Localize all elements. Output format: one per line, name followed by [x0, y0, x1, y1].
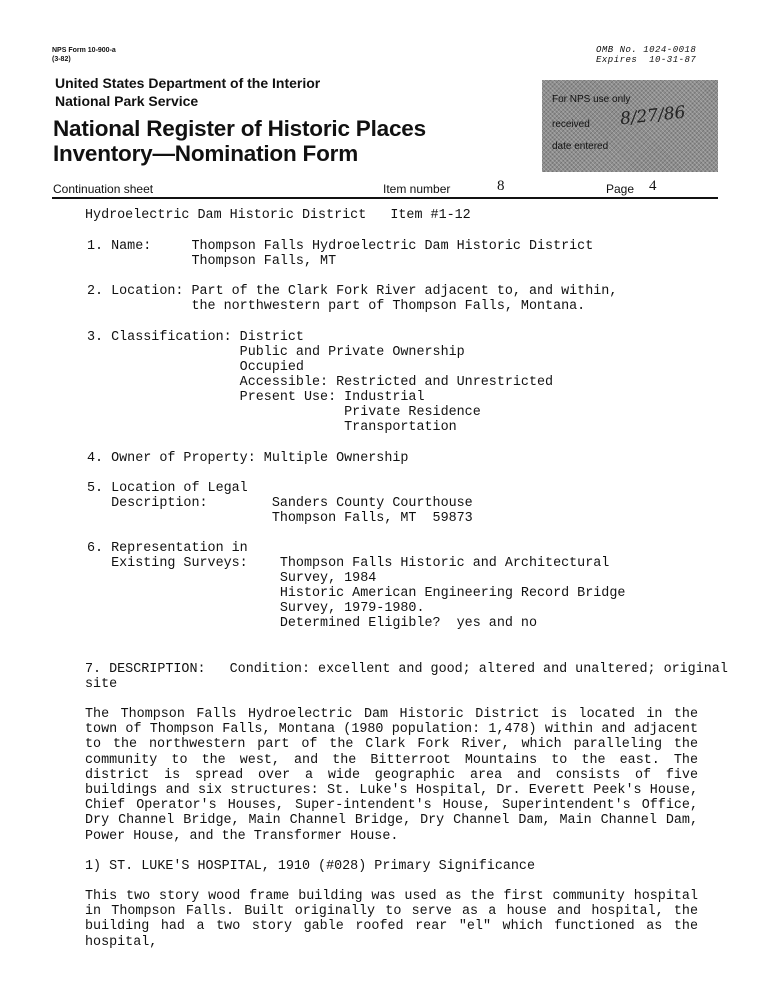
item-4-line-1: 4. Owner of Property: Multiple Ownership [87, 451, 409, 466]
description-heading-continued: site [85, 677, 118, 692]
department-name: United States Department of the Interior [55, 75, 321, 91]
nps-use-only-label: For NPS use only [552, 94, 631, 105]
item-6-line-6: Determined Eligible? yes and no [87, 616, 537, 631]
item-number-value: 8 [497, 178, 505, 194]
nps-use-only-box [542, 80, 718, 172]
item-6-line-5: Survey, 1979-1980. [87, 601, 425, 616]
item-3-line-1: 3. Classification: District [87, 330, 304, 345]
item-6-line-2: Existing Surveys: Thompson Falls Historic and Architectural [87, 556, 610, 571]
district-heading: Hydroelectric Dam Historic District Item #1-12 [85, 208, 471, 223]
description-heading: 7. DESCRIPTION: Condition: excellent and good; altered and unaltered; original [85, 662, 728, 677]
item-number-label: Item number [383, 182, 451, 196]
date-entered-label: date entered [552, 141, 609, 152]
expiration-date: Expires 10-31-87 [596, 55, 697, 65]
page-label: Page [606, 182, 635, 196]
item-3-line-5: Present Use: Industrial [87, 390, 425, 405]
item-1-line-1: 1. Name: Thompson Falls Hydroelectric Dam Historic District [87, 239, 594, 254]
item-2-line-1: 2. Location: Part of the Clark Fork River adjacent to, and within, [87, 284, 618, 299]
item-3-line-3: Occupied [87, 360, 304, 375]
description-paragraph: The Thompson Falls Hydroelectric Dam Historic District is located in the town of Thompson Falls, Montana (1980 population: 1,478) within and adjacent to the northwestern part of the Clark Fork River, which paralleling the community to the west, and the Bitterroot Mountains to the east. The district is spread over a wide geographic area and consists of five buildings and six structures: St. Luke's Hospital, Dr. Everett Peek's House, Chief Operator's Houses, Super-intendent's House, Superintendent's Office, Dry Channel Bridge, Main Channel Bridge, Dry Channel Dam, Main Channel Dam, Power House, and the Transformer House. [85, 707, 698, 844]
received-date-handwritten: 8/27/86 [619, 102, 687, 130]
item-5-line-2: Description: Sanders County Courthouse [87, 496, 473, 511]
continuation-sheet-label: Continuation sheet [53, 182, 154, 196]
omb-number: OMB No. 1024-0018 [596, 45, 697, 55]
header-divider [52, 197, 718, 199]
service-name: National Park Service [55, 93, 199, 109]
item-3-line-2: Public and Private Ownership [87, 345, 465, 360]
item-6-line-4: Historic American Engineering Record Bridge [87, 586, 626, 601]
item-5-line-1: 5. Location of Legal [87, 481, 248, 496]
item-1-line-2: Thompson Falls, MT [87, 254, 337, 269]
item-3-line-4: Accessible: Restricted and Unrestricted [87, 375, 554, 390]
item-6-line-3: Survey, 1984 [87, 571, 377, 586]
form-title-line1: National Register of Historic Places [53, 116, 426, 141]
item-5-line-3: Thompson Falls, MT 59873 [87, 511, 473, 526]
page-value: 4 [649, 178, 657, 194]
item-3-line-6: Private Residence [87, 405, 481, 420]
item-3-line-7: Transportation [87, 420, 457, 435]
st-lukes-hospital-heading: 1) ST. LUKE'S HOSPITAL, 1910 (#028) Primary Significance [85, 859, 535, 874]
received-label: received [552, 119, 590, 130]
item-6-line-1: 6. Representation in [87, 541, 248, 556]
item-2-line-2: the northwestern part of Thompson Falls, Montana. [87, 299, 586, 314]
form-number: NPS Form 10-900-a [52, 47, 116, 54]
st-lukes-hospital-paragraph: This two story wood frame building was used as the first community hospital in Thompson Falls. Built originally to serve as a house and hospital, the building had a two story gable roofed rear "el" which functioned as the hospital, [85, 889, 698, 950]
form-revision: (3-82) [52, 56, 71, 63]
form-title-line2: Inventory—Nomination Form [53, 141, 359, 166]
